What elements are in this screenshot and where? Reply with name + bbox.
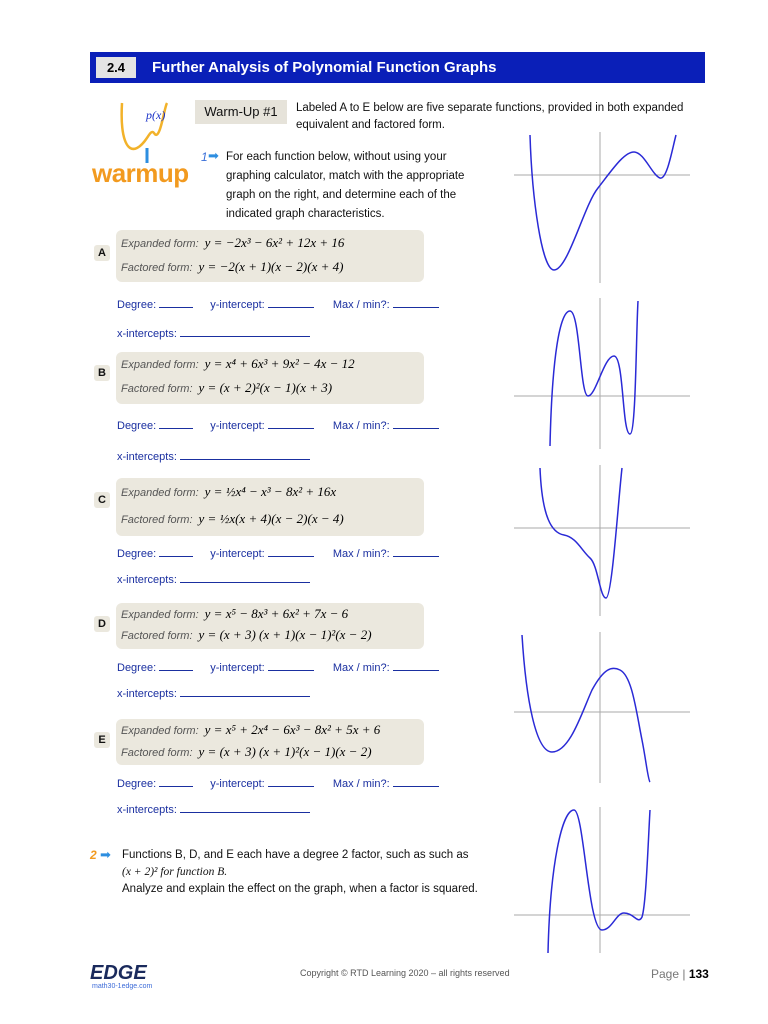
x-intercepts-blank[interactable]	[180, 686, 310, 697]
factored-equation: y = ½x(x + 4)(x − 2)(x − 4)	[198, 511, 344, 526]
maxmin-label: Max / min?:	[332, 548, 390, 560]
question-2-number: 2	[90, 848, 97, 862]
factored-label: Factored form:	[121, 262, 193, 274]
x-intercepts-row-e	[117, 802, 310, 816]
maxmin-blank[interactable]	[393, 660, 439, 671]
graph-5	[512, 805, 692, 955]
answer-row-c	[117, 546, 439, 560]
x-intercepts-row-c	[117, 572, 310, 586]
page-number: Page | 133	[651, 967, 709, 981]
function-box-a	[116, 230, 424, 282]
function-box-c	[116, 478, 424, 536]
degree-label: Degree:	[117, 548, 157, 560]
y-intercept-label: y-intercept:	[210, 662, 265, 674]
degree-blank[interactable]	[159, 418, 193, 429]
answer-row-b	[117, 418, 439, 432]
maxmin-blank[interactable]	[393, 546, 439, 557]
expanded-equation: y = x⁵ − 8x³ + 6x² + 7x − 6	[204, 606, 349, 621]
maxmin-blank[interactable]	[393, 776, 439, 787]
edge-logo: EDGE	[90, 962, 147, 984]
factored-label: Factored form:	[121, 514, 193, 526]
page-title: Further Analysis of Polynomial Function Graphs	[152, 59, 497, 76]
factored-equation: y = −2(x + 1)(x − 2)(x + 4)	[198, 259, 344, 274]
y-intercept-label: y-intercept:	[210, 778, 265, 790]
question-1-number: 1	[201, 150, 208, 164]
footer-url[interactable]: math30-1edge.com	[92, 983, 153, 990]
graph-4	[512, 630, 692, 785]
function-box-d	[116, 603, 424, 649]
function-box-e	[116, 719, 424, 765]
x-intercepts-label: x-intercepts:	[117, 688, 177, 700]
degree-label: Degree:	[117, 662, 157, 674]
x-intercepts-blank[interactable]	[180, 802, 310, 813]
expanded-label: Expanded form:	[121, 487, 199, 499]
y-intercept-blank[interactable]	[268, 776, 314, 787]
arrow-right-icon: ➡	[208, 148, 219, 163]
maxmin-label: Max / min?:	[332, 778, 390, 790]
factored-equation: y = (x + 2)²(x − 1)(x + 3)	[198, 380, 333, 395]
degree-label: Degree:	[117, 778, 157, 790]
maxmin-label: Max / min?:	[332, 420, 390, 432]
answer-row-d	[117, 660, 439, 674]
y-intercept-blank[interactable]	[268, 418, 314, 429]
expanded-equation: y = x⁵ + 2x⁴ − 6x³ − 8x² + 5x + 6	[204, 722, 381, 737]
x-intercepts-blank[interactable]	[180, 326, 310, 337]
warmup-logo-text: warmup	[92, 158, 189, 188]
expanded-equation: y = ½x⁴ − x³ − 8x² + 16x	[204, 484, 337, 499]
question-2-text	[122, 847, 522, 898]
y-intercept-label: y-intercept:	[210, 299, 265, 311]
x-intercepts-blank[interactable]	[180, 572, 310, 583]
question-2-line-2: (x + 2)² for function B.	[122, 866, 228, 878]
maxmin-label: Max / min?:	[332, 299, 390, 311]
x-intercepts-label: x-intercepts:	[117, 451, 177, 463]
function-label: B	[94, 365, 110, 381]
x-intercepts-row-d	[117, 686, 310, 700]
graph-3	[512, 463, 692, 618]
expanded-label: Expanded form:	[121, 609, 199, 621]
copyright: Copyright © RTD Learning 2020 – all rights reserved	[300, 968, 510, 978]
x-intercepts-blank[interactable]	[180, 449, 310, 460]
degree-label: Degree:	[117, 299, 157, 311]
graph-1	[512, 130, 692, 285]
degree-blank[interactable]	[159, 546, 193, 557]
factored-label: Factored form:	[121, 630, 193, 642]
y-intercept-label: y-intercept:	[210, 420, 265, 432]
expanded-label: Expanded form:	[121, 238, 199, 250]
arrow-right-icon: ➡	[100, 847, 111, 862]
x-intercepts-label: x-intercepts:	[117, 328, 177, 340]
factored-equation: y = (x + 3) (x + 1)(x − 1)²(x − 2)	[198, 627, 372, 642]
degree-blank[interactable]	[159, 297, 193, 308]
section-number: 2.4	[96, 57, 136, 78]
degree-label: Degree:	[117, 420, 157, 432]
answer-row-e	[117, 776, 439, 790]
expanded-equation: y = −2x³ − 6x² + 12x + 16	[204, 235, 345, 250]
graph-2	[512, 296, 692, 451]
expanded-label: Expanded form:	[121, 359, 199, 371]
page-label: Page	[651, 967, 680, 981]
degree-blank[interactable]	[159, 776, 193, 787]
function-label: E	[94, 732, 110, 748]
factored-equation: y = (x + 3) (x + 1)²(x − 1)(x − 2)	[198, 744, 372, 759]
question-2-line-1: Functions B, D, and E each have a degree 2 factor, such as such as	[122, 849, 469, 861]
y-intercept-label: y-intercept:	[210, 548, 265, 560]
function-box-b	[116, 352, 424, 404]
page-number-value: 133	[688, 967, 709, 981]
function-label: C	[94, 492, 110, 508]
x-intercepts-row-b	[117, 449, 310, 463]
factored-label: Factored form:	[121, 747, 193, 759]
warmup-tag: Warm-Up #1	[195, 100, 287, 124]
x-intercepts-row-a	[117, 326, 310, 340]
question-2-line-3: Analyze and explain the effect on the graph, when a factor is squared.	[122, 883, 478, 895]
px-label: p(x)	[146, 108, 166, 122]
degree-blank[interactable]	[159, 660, 193, 671]
intro-text: Labeled A to E below are five separate functions, provided in both expanded equivalent and factored form.	[296, 102, 684, 131]
answer-row-a	[117, 297, 439, 311]
expanded-equation: y = x⁴ + 6x³ + 9x² − 4x − 12	[204, 356, 355, 371]
expanded-label: Expanded form:	[121, 725, 199, 737]
maxmin-blank[interactable]	[393, 418, 439, 429]
factored-label: Factored form:	[121, 383, 193, 395]
y-intercept-blank[interactable]	[268, 660, 314, 671]
question-1-text: For each function below, without using your graphing calculator, match with the appropriate graph on the right, and determine each of the indicated graph characteristics.	[226, 151, 465, 220]
y-intercept-blank[interactable]	[268, 297, 314, 308]
function-label: A	[94, 245, 110, 261]
maxmin-blank[interactable]	[393, 297, 439, 308]
maxmin-label: Max / min?:	[332, 662, 390, 674]
y-intercept-blank[interactable]	[268, 546, 314, 557]
x-intercepts-label: x-intercepts:	[117, 804, 177, 816]
function-label: D	[94, 616, 110, 632]
x-intercepts-label: x-intercepts:	[117, 574, 177, 586]
